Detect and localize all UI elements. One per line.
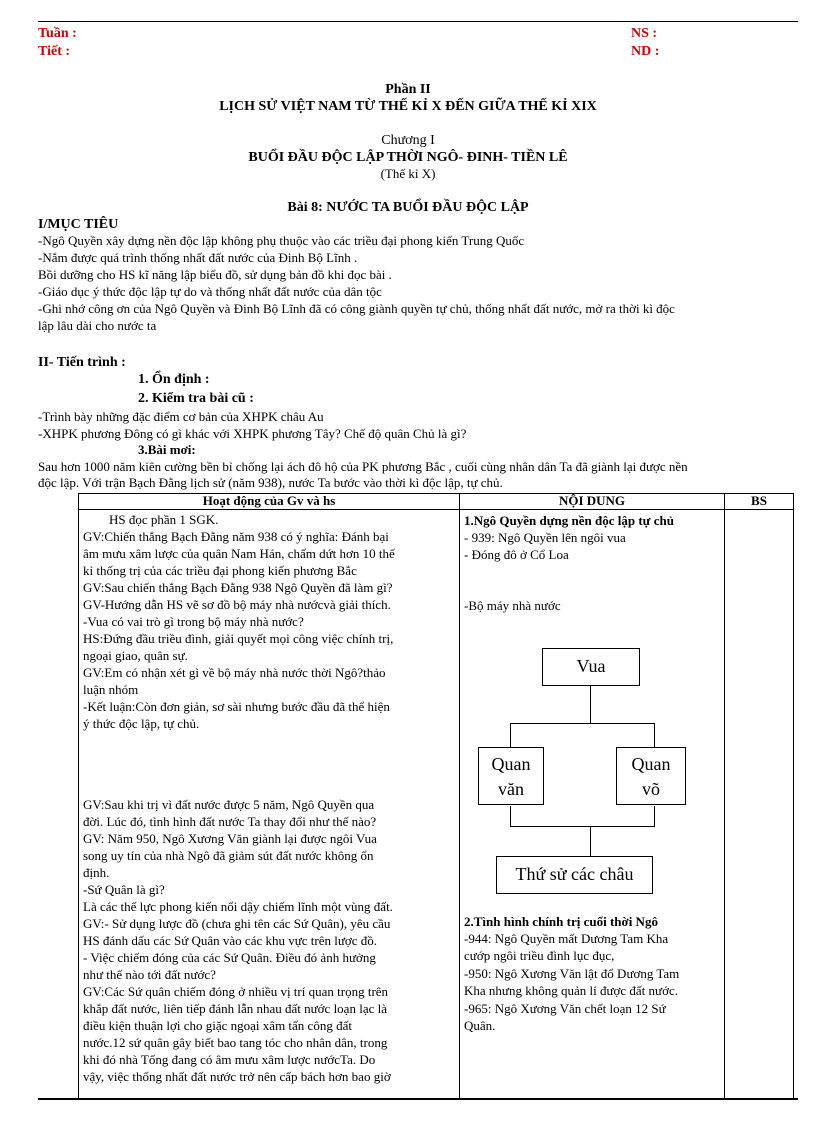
activity-line: -Sứ Quân là gì? [83,882,165,897]
activity-line: HS đánh dấu các Sứ Quân vào các khu vực trên lược đồ. [83,933,378,948]
step-check-old-lesson: 2. Kiểm tra bài cũ : [138,391,254,406]
section-2-title: 2.Tình hình chính trị cuối thời Ngô [464,914,658,929]
activity-line: GV-Hướng dẫn HS vẽ sơ đồ bộ máy nhà nướcvà giải thích. [83,597,391,612]
objective-line: Bồi dưỡng cho HS kĩ năng lập biểu đồ, sử dụng bản đồ khi đọc bài . [38,267,392,282]
activity-line: GV:Chiến thắng Bạch Đằng năm 938 có ý nghĩa: Đánh bại [83,529,389,544]
activity-line: định. [83,865,110,880]
activity-line: điều kiện thuận lợi cho giặc ngoại xâm tấn công đất [83,1018,352,1033]
tuan-label: Tuần : [38,26,77,41]
nd-label: ND : [631,44,660,59]
diagram-connector [510,806,511,826]
activity-line: khắp đất nước, liên tiếp đánh lẫn nhau đất nước loạn lạc là [83,1001,387,1016]
activity-line: ý thức độc lập, tự chủ. [83,716,200,731]
chapter-heading: Chương I [381,133,435,148]
activity-line: kỉ thống trị của các triều đại phong kiến phương Bắc [83,563,357,578]
objective-line: -Giáo dục ý thức độc lập tự do và thống nhất đất nước của dân tộc [38,284,382,299]
part-title: LỊCH SỬ VIỆT NAM TỪ THẾ KỈ X ĐẾN GIỮA THẾ KỈ XIX [219,99,597,114]
activity-line: vậy, việc thống nhất đất nước trở nên cấp bách hơn bao giờ [83,1069,391,1084]
diagram-connector [654,806,655,826]
diagram-provincial-label: Thứ sử các châu [515,864,634,884]
content-line: - 939: Ngô Quyền lên ngôi vua [464,530,626,545]
diagram-connector [510,723,511,747]
diagram-connector [590,826,591,856]
content-line: -950: Ngô Xương Văn lật đổ Dương Tam [464,966,680,981]
diagram-box-civil-officials [478,747,544,805]
chapter-title: BUỔI ĐẦU ĐỘC LẬP THỜI NGÔ- ĐINH- TIỀN LÊ [248,150,568,165]
activity-line: -Kết luận:Còn đơn giản, sơ sài nhưng bước đầu đã thể hiện [83,699,390,714]
diagram-military-label-1: Quan [631,754,671,774]
diagram-box-king [542,648,640,686]
diagram-civil-label-2: văn [498,779,524,799]
diagram-box-military-officials [616,747,686,805]
activity-line: HS đọc phần 1 SGK. [109,512,219,527]
objective-line: -Ghi nhớ công ơn của Ngô Quyền và Đinh Bộ Lĩnh đã có công giành quyền tự chủ, thống nhất đất nước, mở ra thời kì độc [38,301,675,316]
activity-line: GV:Các Sứ quân chiếm đóng ở nhiều vị trí quan trọng trên [83,984,389,999]
column-header-content: NỘI DUNG [460,494,725,510]
diagram-box-provincial-governors [496,856,653,894]
bottom-rule [38,1098,798,1100]
diagram-connector [510,826,655,827]
activity-line: âm mưu xâm lược của quân Nam Hán, chấm dứt hơn 10 thế [83,546,395,561]
check-question: -Trình bày những đặc điểm cơ bản của XHPK châu Au [38,409,324,424]
activity-line: nước.12 sứ quân gây biết bao tang tóc cho nhân dân, trong [83,1035,388,1050]
activity-line: GV: Năm 950, Ngô Xương Văn giành lại được ngôi Vua [83,831,377,846]
bs-cell [725,510,794,1099]
diagram-connector [654,723,655,747]
objective-line: -Nắm được quá trình thống nhất đất nước của Đinh Bộ Lĩnh . [38,250,358,265]
content-line: -944: Ngô Quyền mất Dương Tam Kha [464,931,669,946]
objective-line: lập lâu dài cho nước ta [38,318,157,333]
diagram-king-label: Vua [576,656,606,676]
activity-line: - Việc chiếm đóng của các Sứ Quân. Điều đó ảnh hưởng [83,950,376,965]
part-heading: Phần II [385,82,431,97]
activities-cell [79,510,460,1099]
tiet-label: Tiết : [38,44,71,59]
activity-line: HS:Đứng đầu triều đình, giải quyết mọi công việc chính trị, [83,631,394,646]
intro-line: độc lập. Với trận Bạch Đằng lịch sử (năm 938), nước Ta bước vào thời kì độc lập, tự chủ. [38,475,503,490]
activity-line: GV:- Sử dụng lược đồ (chưa ghi tên các Sứ Quân), yêu cầu [83,916,391,931]
process-heading: II- Tiến trình : [38,355,126,370]
chapter-subtitle: (Thế kỉ X) [380,166,436,181]
activity-line: như thế nào tới đất nước? [83,967,216,982]
top-rule [38,21,798,22]
diagram-civil-label-1: Quan [491,754,531,774]
content-cell [460,510,725,1099]
column-header-activities: Hoạt động của Gv và hs [79,494,460,510]
objectives-heading: I/MỤC TIÊU [38,217,119,232]
intro-line: Sau hơn 1000 năm kiên cường bền bỉ chống lại ách đô hộ của PK phương Bắc , cuối cùng nhân dân Ta đã giành lại được nền [38,459,688,474]
activity-line: GV:Em có nhận xét gì về bộ máy nhà nước thời Ngô?thảo [83,665,386,680]
content-line: Quân. [464,1018,496,1033]
ns-label: NS : [631,26,658,41]
activity-line: đời. Lúc đó, tình hình đất nước Ta thay đổi như thế nào? [83,814,377,829]
activity-line: GV:Sau chiến thắng Bạch Đằng 938 Ngô Quyền đã làm gì? [83,580,393,595]
activity-line: song uy tín của nhà Ngô đã giảm sút đất nước không ổn [83,848,374,863]
column-header-bs: BS [725,494,794,510]
activity-line: luận nhóm [83,682,139,697]
step-stabilize: 1. Ổn định : [138,372,210,387]
diagram-connector [510,723,654,724]
activity-line: Là các thế lực phong kiến nổi dậy chiếm lĩnh một vùng đất. [83,899,393,914]
check-question: -XHPK phương Đông có gì khác với XHPK phương Tây? Chế độ quân Chủ là gì? [38,426,467,441]
step-new-lesson: 3.Bài mơi: [138,442,196,457]
section-1-title: 1.Ngô Quyền dựng nền độc lập tự chủ [464,513,674,528]
content-line: - Đóng đô ở Cổ Loa [464,547,569,562]
lesson-table [78,493,794,1099]
content-line: Kha nhưng không quản lí được đất nước. [464,983,678,998]
activity-line: GV:Sau khi trị vì đất nước được 5 năm, Ngô Quyền qua [83,797,375,812]
objective-line: -Ngô Quyền xây dựng nền độc lập không phụ thuộc vào các triều đại phong kiến Trung Quốc [38,233,525,248]
activity-line: -Vua có vai trò gì trong bộ máy nhà nước? [83,614,304,629]
lesson-title: Bài 8: NƯỚC TA BUỔI ĐẦU ĐỘC LẬP [287,200,529,215]
content-line: -965: Ngô Xương Văn chết loạn 12 Sứ [464,1001,666,1016]
activity-line: khi đó nhà Tống đang có âm mưu xâm lược nướcTa. Do [83,1052,376,1067]
diagram-military-label-2: võ [642,779,660,799]
content-line: cướp ngôi triều đình lục đục, [464,948,615,963]
activity-line: ngoại giao, quân sự. [83,648,188,663]
diagram-connector [590,685,591,723]
content-line: -Bộ máy nhà nước [464,598,561,613]
